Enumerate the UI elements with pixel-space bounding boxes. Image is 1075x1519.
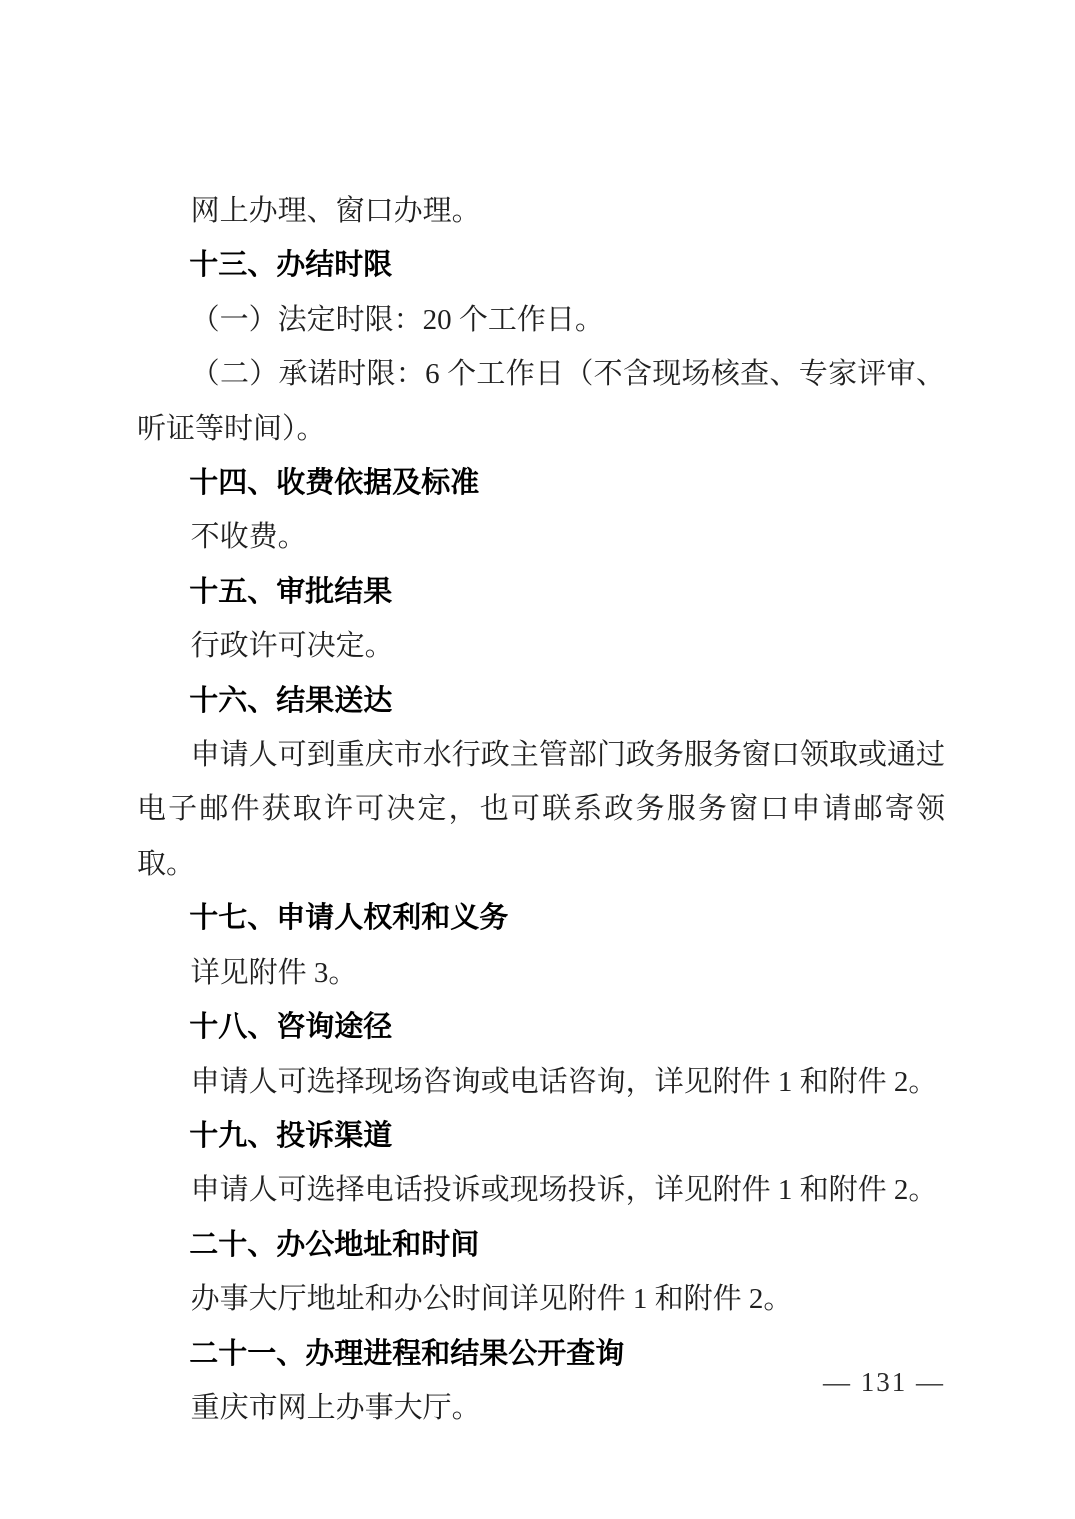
paragraph-license-decision: 行政许可决定。: [190, 630, 394, 663]
section-heading-15-approval-result: 十五、审批结果: [189, 575, 393, 608]
paragraph-no-fee: 不收费。: [190, 521, 307, 554]
section-heading-16-result-delivery: 十六、结果送达: [189, 684, 393, 717]
paragraph-online-service-hall: 重庆市网上办事大厅。: [190, 1391, 481, 1424]
paragraph-statutory-time-limit: （一）法定时限：20 个工作日。: [190, 303, 604, 336]
section-heading-19-complaint-channel: 十九、投诉渠道: [189, 1119, 393, 1152]
paragraph-promised-time-limit: （二）承诺时限：6 个工作日（不含现场核查、专家评审、听证等时间）。: [137, 358, 945, 445]
paragraph-see-attachment-3: 详见附件 3。: [190, 956, 358, 989]
section-heading-20-office-address: 二十、办公地址和时间: [189, 1228, 480, 1261]
section-heading-21-progress-inquiry: 二十一、办理进程和结果公开查询: [189, 1337, 625, 1370]
section-heading-17-rights-obligations: 十七、申请人权利和义务: [189, 902, 509, 935]
paragraph-complaint-detail: 申请人可选择电话投诉或现场投诉，详见附件 1 和附件 2。: [190, 1174, 938, 1207]
section-heading-18-consultation: 十八、咨询途径: [189, 1011, 393, 1044]
document-text-block: [137, 184, 945, 1435]
paragraph-consultation-detail: 申请人可选择现场咨询或电话咨询，详见附件 1 和附件 2。: [190, 1065, 938, 1098]
page-number: — 131 —: [823, 1367, 945, 1397]
paragraph-result-delivery-detail: 申请人可到重庆市水行政主管部门政务服务窗口领取或通过电子邮件获取许可决定，也可联系政务服务窗口申请邮寄领取。: [137, 739, 945, 880]
paragraph-office-address-detail: 办事大厅地址和办公时间详见附件 1 和附件 2。: [190, 1283, 793, 1316]
section-heading-13-completion-time: 十三、办结时限: [189, 249, 393, 282]
section-heading-14-fee-basis: 十四、收费依据及标准: [189, 467, 480, 500]
paragraph-handling-methods: 网上办理、窗口办理。: [190, 195, 481, 227]
